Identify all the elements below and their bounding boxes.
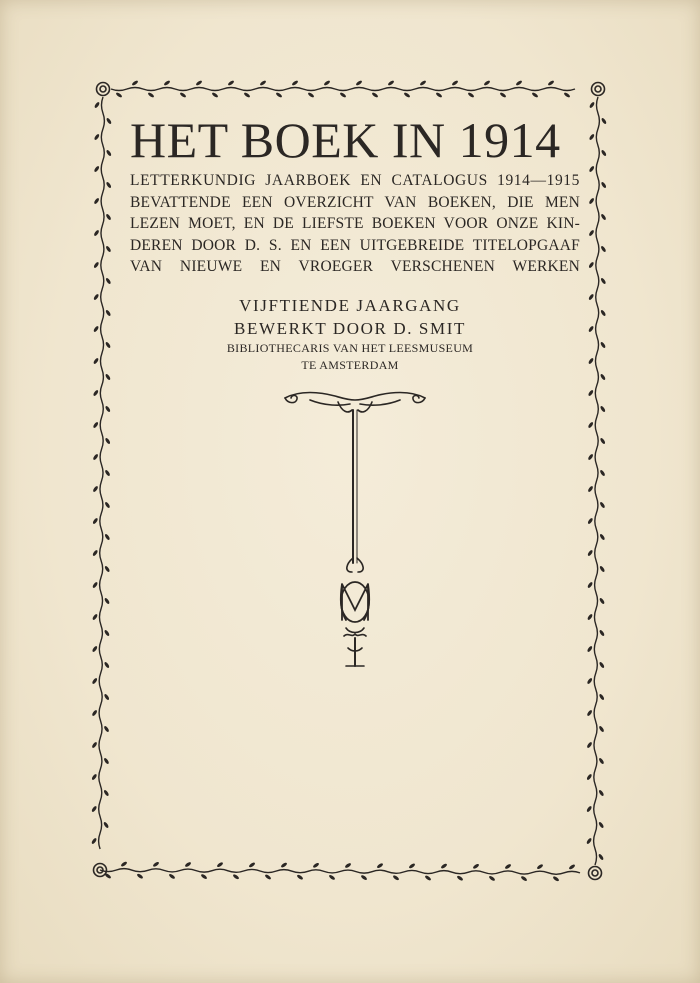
border-leaf (586, 837, 593, 844)
border-leaf (105, 341, 112, 348)
border-leaf (600, 309, 607, 316)
border-leaf (328, 874, 335, 881)
border-leaf (243, 92, 250, 99)
border-leaf (136, 873, 143, 880)
border-leaf (600, 245, 607, 252)
border-leaf (195, 80, 202, 87)
border-leaf (483, 80, 490, 87)
border-leaf (93, 357, 100, 364)
border-leaf (598, 853, 605, 860)
border-leaf (94, 133, 101, 140)
border-leaf (586, 805, 593, 812)
border-leaf (92, 645, 99, 652)
editor-location-label: TE AMSTERDAM (301, 358, 399, 372)
border-leaf (344, 862, 351, 868)
border-leaf (598, 725, 605, 732)
border-leaf (403, 92, 410, 99)
border-leaf (184, 861, 191, 867)
border-leaf (168, 873, 175, 880)
border-leaf (587, 421, 594, 428)
border-leaf (586, 677, 593, 684)
border-leaf (586, 709, 593, 716)
border-leaf (588, 357, 595, 364)
border-leaf (499, 92, 506, 99)
subtitle-line: LETTERKUNDIG JAARBOEK EN CATALOGUS 1914—1915 (130, 172, 580, 189)
border-leaf (387, 80, 394, 87)
border-leaf (588, 229, 595, 236)
edition-label: VIJFTIENDE JAARGANG (239, 296, 461, 315)
border-leaf (296, 874, 303, 881)
border-leaf (216, 861, 223, 867)
border-leaf (424, 875, 431, 882)
border-leaf (586, 741, 593, 748)
border-leaf (264, 874, 271, 881)
border-leaf (588, 389, 595, 396)
border-leaf (120, 861, 127, 867)
border-leaf (105, 277, 112, 284)
border-leaf (587, 581, 594, 588)
edition-block (160, 294, 540, 374)
border-leaf (200, 873, 207, 880)
border-leaf (587, 549, 594, 556)
border-leaf (93, 261, 100, 268)
border-leaf (598, 757, 605, 764)
border-leaf (440, 863, 447, 869)
border-leaf (467, 92, 474, 99)
border-leaf (103, 725, 110, 732)
border-leaf (105, 181, 112, 188)
border-leaf (227, 80, 234, 87)
border-leaf (599, 565, 606, 572)
border-leaf (587, 485, 594, 492)
border-leaf (599, 437, 606, 444)
border-leaf (408, 863, 415, 869)
border-leaf (259, 80, 266, 87)
border-leaf (588, 165, 595, 172)
editor-role-label: BIBLIOTHECARIS VAN HET LEESMUSEUM (226, 341, 474, 355)
border-leaf (435, 92, 442, 99)
border-leaf (103, 821, 110, 828)
border-leaf (248, 862, 255, 868)
border-leaf (586, 773, 593, 780)
border-leaf (504, 863, 511, 869)
border-vine (99, 97, 105, 849)
border-leaf (103, 789, 110, 796)
border-leaf (600, 213, 607, 220)
border-leaf (92, 613, 99, 620)
border-leaf (131, 80, 138, 87)
border-vine (594, 97, 600, 865)
subtitle-line: BEVATTENDE EEN OVERZICHT VAN BOEKEN, DIE MEN (130, 193, 580, 211)
border-vine (111, 88, 575, 91)
border-leaf (152, 861, 159, 867)
border-leaf (104, 533, 111, 540)
border-leaf (598, 789, 605, 796)
border-leaf (105, 309, 112, 316)
border-leaf (419, 80, 426, 87)
border-leaf (600, 277, 607, 284)
border-leaf (104, 629, 111, 636)
border-leaf (91, 805, 98, 812)
border-leaf (104, 597, 111, 604)
border-leaf (588, 325, 595, 332)
border-leaf (91, 741, 98, 748)
border-leaf (599, 501, 606, 508)
border-leaf (104, 501, 111, 508)
border-leaf (599, 661, 606, 668)
border-leaf (588, 293, 595, 300)
border-leaf (93, 389, 100, 396)
border-leaf (163, 80, 170, 87)
border-leaf (587, 517, 594, 524)
border-leaf (94, 101, 101, 108)
border-leaf (147, 92, 154, 99)
border-leaf (211, 92, 218, 99)
border-leaf (92, 549, 99, 556)
border-leaf (588, 261, 595, 268)
border-leaf (93, 229, 100, 236)
page-title: HET BOEK IN 1914 (130, 112, 561, 168)
border-leaf (598, 693, 605, 700)
editor-label: BEWERKT DOOR D. SMIT (234, 319, 466, 338)
border-leaf (323, 80, 330, 87)
border-leaf (531, 92, 538, 99)
border-leaf (105, 373, 112, 380)
border-leaf (601, 149, 608, 156)
subtitle-line: VAN NIEUWE EN VROEGER VERSCHENEN WERKEN (130, 258, 580, 275)
border-leaf (600, 405, 607, 412)
border-leaf (92, 453, 99, 460)
border-leaf (179, 92, 186, 99)
border-leaf (105, 213, 112, 220)
border-leaf (104, 661, 111, 668)
border-leaf (104, 437, 111, 444)
border-leaf (587, 645, 594, 652)
border-leaf (355, 80, 362, 87)
border-leaf (360, 874, 367, 881)
border-leaf (599, 469, 606, 476)
border-leaf (106, 149, 113, 156)
border-leaf (91, 709, 98, 716)
border-leaf (392, 875, 399, 882)
border-leaf (589, 133, 596, 140)
border-leaf (312, 862, 319, 868)
border-leaf (547, 80, 554, 87)
border-leaf (515, 80, 522, 87)
border-leaf (456, 875, 463, 882)
border-leaf (587, 453, 594, 460)
border-leaf (91, 837, 98, 844)
border-leaf (563, 92, 570, 99)
subtitle-block (130, 170, 580, 278)
border-leaf (232, 874, 239, 881)
border-leaf (92, 421, 99, 428)
subtitle-line: LEZEN MOET, EN DE LIEFSTE BOEKEN VOOR ONZE KIN- (130, 215, 580, 232)
border-leaf (93, 165, 100, 172)
border-leaf (92, 485, 99, 492)
border-leaf (589, 101, 596, 108)
border-leaf (103, 757, 110, 764)
border-leaf (91, 773, 98, 780)
border-leaf (600, 181, 607, 188)
border-leaf (376, 862, 383, 868)
border-leaf (472, 863, 479, 869)
border-leaf (568, 864, 575, 870)
border-leaf (588, 197, 595, 204)
border-leaf (520, 875, 527, 882)
border-leaf (371, 92, 378, 99)
border-leaf (93, 197, 100, 204)
border-leaf (599, 597, 606, 604)
publisher-monogram-icon (341, 582, 369, 622)
border-leaf (106, 117, 113, 124)
border-leaf (291, 80, 298, 87)
border-leaf (115, 92, 122, 99)
border-leaf (339, 92, 346, 99)
border-leaf (93, 325, 100, 332)
border-leaf (599, 533, 606, 540)
border-leaf (93, 293, 100, 300)
border-leaf (275, 92, 282, 99)
border-leaf (601, 117, 608, 124)
border-leaf (600, 341, 607, 348)
border-leaf (105, 245, 112, 252)
border-leaf (280, 862, 287, 868)
border-leaf (536, 863, 543, 869)
border-leaf (451, 80, 458, 87)
border-leaf (92, 581, 99, 588)
scroll-stem-ornament-icon (280, 388, 430, 678)
border-leaf (103, 693, 110, 700)
border-leaf (598, 821, 605, 828)
border-leaf (599, 629, 606, 636)
border-leaf (552, 876, 559, 883)
border-leaf (587, 613, 594, 620)
border-leaf (307, 92, 314, 99)
border-leaf (488, 875, 495, 882)
border-leaf (104, 469, 111, 476)
border-leaf (92, 517, 99, 524)
subtitle-line: DEREN DOOR D. S. EN EEN UITGEBREIDE TITELOPGAAF (130, 236, 580, 254)
border-leaf (104, 565, 111, 572)
border-leaf (600, 373, 607, 380)
border-vine (100, 869, 580, 875)
border-leaf (91, 677, 98, 684)
border-leaf (105, 405, 112, 412)
